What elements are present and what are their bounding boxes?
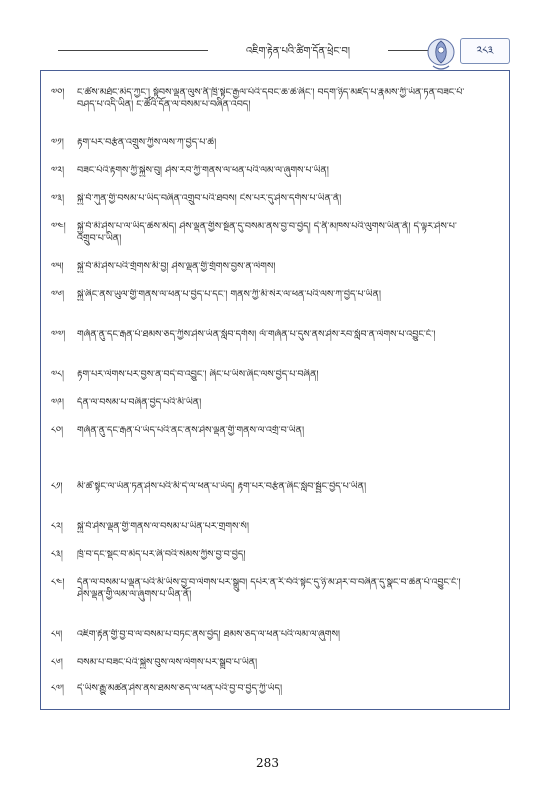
entry-number: ༧༡།: [51, 137, 64, 148]
entry-number: ༧༦།: [51, 289, 65, 300]
entry-number: ༧༩།: [51, 397, 64, 408]
text-frame: [40, 70, 510, 710]
entry-text: དོན་ལ་བསམ་པ་ལྡན་པའི་མི་ཡིས་བྱ་བ་ལེགས་པར་སྒྲུབ། དཔེར་ན་རི་བོའི་སྟེང་དུ་ཉི་མ་ཤར་བ་བཞིན་དུ་སྣང་བ་ཆེན་པོ་འབྱུང་ངོ་། ཤེས་ལྡན་གྱི་ལམ་ལ་ཞུགས་པ་ཡིན་ནོ།: [77, 577, 461, 601]
entry-number: ༧༢།: [51, 165, 65, 176]
entry-number: ༧༠།: [51, 87, 65, 98]
entry-text: ཁྲོ་བ་དང་སྡང་བ་མེད་པར་ཞི་བའི་སེམས་ཀྱིས་བྱ་བ་བྱེད།: [77, 549, 246, 560]
running-title: འཇིག་རྟེན་པའི་ཚིག་དོན་ཕྲེང་བ།: [245, 46, 351, 57]
entry-number: ༧༨།: [51, 369, 65, 380]
entry-number: ༧༣།: [51, 193, 65, 204]
entry-number: ༨༧།: [51, 683, 65, 694]
entry-number: ༨༦།: [51, 657, 63, 668]
entry-number: ༨༡།: [51, 481, 63, 492]
header-rule-left: [58, 50, 208, 51]
entry-text: རྟག་པར་ལེགས་པར་བྱས་ན་བདེ་བ་འབྱུང་། ཞིང་པ་ཡིས་ཞིང་ལས་བྱེད་པ་བཞིན།: [77, 369, 319, 380]
entry-text: སྐྱེ་བོ་ཀུན་གྱི་བསམ་པ་ཡིད་བཞིན་འགྲུབ་པའི་ཐབས། ངེས་པར་དུ་ཤེས་དགོས་པ་ཡིན་ནོ།: [77, 193, 342, 204]
entry-number: ༨༥།: [51, 629, 63, 640]
folio-box: ༢༨༣: [460, 38, 510, 64]
entry-number: ༧༥།: [51, 261, 64, 272]
entry-text: དེ་ཡིས་རྒྱུ་མཚན་ཤེས་ནས་ཐམས་ཅད་ལ་ཕན་པའི་བྱ་བ་བྱེད་ཀྱི་ཡོད།: [77, 683, 283, 694]
entry-number: ༨༣།: [51, 549, 63, 560]
entry-number: ༨༠།: [51, 425, 64, 436]
entry-text: བསམ་པ་བཟང་པོའི་སྐྱེས་བུས་ལས་ལེགས་པར་སྒྲུབ་པ་ཡིན།: [77, 657, 258, 668]
entry-number: ༨༤།: [51, 577, 65, 588]
running-header: [40, 36, 510, 66]
entry-text: གཞོན་ནུ་དང་རྒན་པོ་ཡོད་པའི་ནང་ནས་ཤེས་ལྡན་གྱི་གནས་ལ་འགྲོ་བ་ཡིན།: [77, 425, 305, 436]
entry-text: དོན་ལ་བསམ་པ་བཞིན་བྱེད་པའི་མི་ཡིན།: [77, 397, 202, 408]
entry-text: སྐྱེ་བོ་མི་ཤེས་པ་ལ་ཡིད་ཆེས་མེད། ཤེས་ལྡན་གྱིས་སྔོན་དུ་བསམ་ནས་བྱ་བ་བྱེད། དེ་ནི་མཁས་པའི་ལུགས་ཡིན་ནོ། དེ་ལྟར་ཤེས་པ་འགྲུབ་པ་ཡིན།: [77, 221, 457, 245]
entry-text: སྐྱེ་ཞིང་ནས་ཡུལ་གྱི་གནས་ལ་ཕན་པ་བྱེད་པ་དང་། གནས་ཀྱི་མི་སེར་ལ་ཕན་པའི་ལས་ཀ་བྱེད་པ་ཡིན།: [77, 289, 381, 300]
emblem-icon: [424, 36, 458, 72]
entry-text: སྐྱེ་བོ་མི་ཤེས་པའི་གྲོགས་མི་བྱ། ཤེས་ལྡན་གྱི་གྲོགས་བྱས་ན་ལེགས།: [77, 261, 276, 272]
entry-text: མི་ཚེ་སྟེང་ལ་ཡོན་ཏན་ཤེས་པའི་མི་དེ་ལ་ཕན་པ་ཡོད། རྟག་པར་བརྩོན་ཞིང་སློབ་སྦྱོང་བྱེད་པ་ཡིན།: [77, 481, 367, 492]
page-number: 283: [256, 756, 279, 770]
entry-number: ༧༧།: [51, 329, 66, 340]
entry-number: ༧༤།: [51, 221, 66, 232]
entry-text: བཟང་པོའི་རྟགས་ཀྱི་སྐྱེས་བུ། ཤེས་རབ་ཀྱི་གནས་ལ་ཕན་པའི་ལམ་ལ་ཞུགས་པ་ཡིན།: [77, 165, 329, 176]
entry-text: ང་ཚོས་མཐོང་མེད་ཀྱང་། སྟོབས་ལྡན་ལུས་ནི་ཁྲི་སྟེང་རྒྱལ་པོའི་དབང་ཆ་ཆེ་ཞིང་། བདག་ཉིད་མཛད་པ་རྣམས་ཀྱི་ཡོན་ཏན་བཟང་པོ་བཤད་པ་འདི་ཡིན། ང་ཚོའི་དོན་ལ་བསམ་པ་བཞིན་འབད།: [77, 87, 465, 111]
entry-number: ༨༢།: [51, 521, 63, 532]
entry-text: རྟག་པར་བརྩོན་འགྲུས་ཀྱིས་ལས་ཀ་བྱེད་པ་ཆེ།: [77, 137, 217, 148]
entry-text: འཇིག་རྟེན་གྱི་བྱ་བ་ལ་བསམ་པ་བཏང་ནས་བྱེད། ཐམས་ཅད་ལ་ཕན་པའི་ལམ་ལ་ཞུགས།: [77, 629, 340, 640]
entry-text: གཞོན་ནུ་དང་རྒན་པོ་ཐམས་ཅད་ཀྱིས་ཤེས་ཡོན་སློབ་དགོས། ལོ་གཞོན་པ་དུས་ནས་ཤེས་རབ་སློབ་ན་ལེགས་པ་འབྱུང་ངོ་།: [77, 329, 436, 340]
entry-text: སྐྱེ་བོ་ཤེས་ལྡན་གྱི་གནས་ལ་བསམ་པ་ཡིན་པར་གྲགས་སོ།: [77, 521, 249, 532]
